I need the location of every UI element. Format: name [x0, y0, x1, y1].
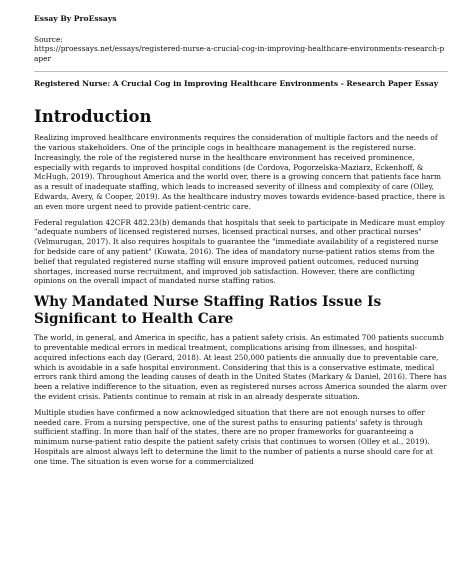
source-label: Source:	[34, 35, 63, 44]
paragraph: Multiple studies have confirmed a now acknowledged situation that there are not enough nurses to offer needed care. From a nursing perspective, one of the surest paths to ensuring patients' safety is through sufficient staffing. In more than half of the states, there are no proper frameworks for guaranteeing a minimum nurse-patient ratio despite the patient safety crisis that continues to worsen (Olley et al., 2019). Hospitals are almost always left to determine the limit to the number of patients a nurse should care for at one time. The situation is even worse for a commercialized	[34, 407, 433, 466]
divider	[34, 71, 448, 72]
brand-name: Essay By ProEssays	[34, 14, 117, 23]
document-title: Registered Nurse: A Crucial Cog in Improving Healthcare Environments - Research Paper Essay	[34, 79, 439, 89]
paragraph: Federal regulation 42CFR 482.23(b) demands that hospitals that seek to participate in Medicare must employ "adequate numbers of licensed registered nurses, licensed practical nurses, and other practical nurses" (Velmurugan, 2017). It also requires hospitals to guarantee the "immediate availability of a registered nurse for bedside care of any patient" (Kuwata, 2016). The idea of mandatory nurse-patient ratios stems from the belief that regulated registered nurse staffing will ensure improved patient outcomes, reduced nursing shortages, increased nurse recruitment, and improved job satisfaction. However, there are conflicting opinions on the overall impact of mandated nurse staffing ratios.	[34, 217, 445, 286]
paragraph: The world, in general, and America in specific, has a patient safety crisis. An estimated 700 patients succumb to preventable medical errors in medical treatment, complications arising from illnesses, and hospital-acquired infections each day (Gerard, 2018). At least 250,000 patients die annually due to preventable care, which is avoidable in a safe hospital environment. Considering that this is a conservative estimate, medical errors rank third among the leading causes of death in the United States (Markary & Daniel, 2016). There has been a relative indifference to the situation, even as registered nurses across America sounded the alarm over the evident crisis. Patients continue to remain at risk in an already desperate situation.	[34, 333, 447, 401]
paragraph: Realizing improved healthcare environments requires the consideration of multiple factors and the needs of the various stakeholders. One of the principle cogs in healthcare management is the registered nurse. Increasingly, the role of the registered nurse in the healthcare environment has received prominence, especially with regards to improved hospital conditions (de Cordova, Pogorzelska-Maziarz, Eckenhoff, & McHugh, 2019). Throughout America and the world over, there is a growing concern that patients face harm as a result of inadequate staffing, which leads to increased severity of illness and complexity of care (Olley, Edwards, Avery, & Cooper, 2019). As the healthcare industry moves towards evidence-based practice, there is an even more urgent need to provide patient-centric care.	[34, 133, 445, 211]
source-url[interactable]: https://proessays.net/essays/registered-nurse-a-crucial-cog-in-improving-healthcare-environments-research-paper	[34, 44, 445, 63]
section-heading-significance: Why Mandated Nurse Staffing Ratios Issue Is Significant to Health Care	[34, 294, 382, 328]
section-heading-introduction: Introduction	[34, 107, 152, 127]
